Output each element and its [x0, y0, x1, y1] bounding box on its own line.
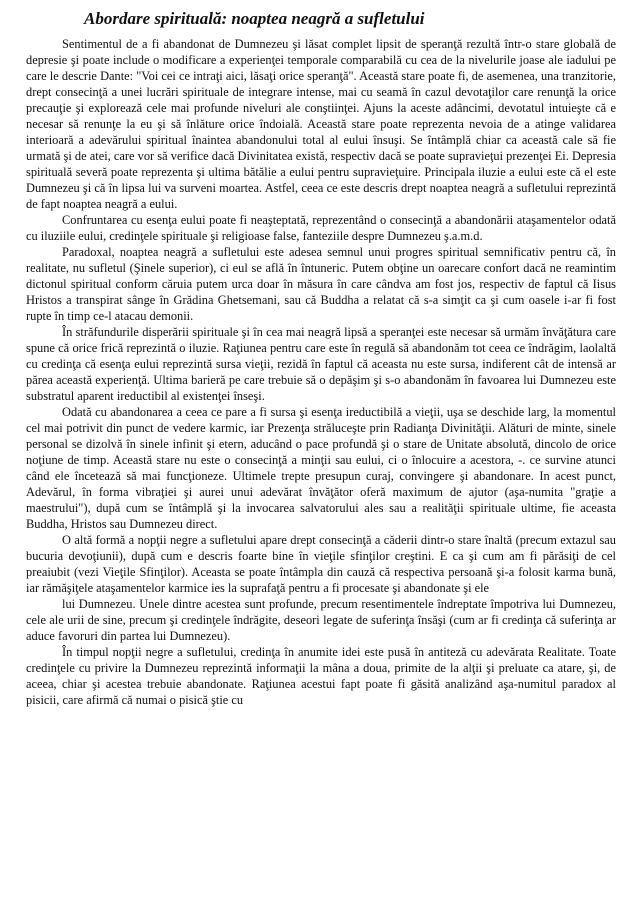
- paragraph-4: În străfundurile disperării spirituale şi în cea mai neagră lipsă a speranţei este necesar să urmăm învăţătura care spune că orice frică reprezintă o iluzie. Raţiunea pentru care este în regulă să abandonăm tot ceea ce îndrăgim, laolaltă cu credinţa că esenţa eului reprezintă sursa vieţii, rezidă în faptul că aceasta nu este sursa, indiferent cât de intensă ar părea această experienţă. Ultima barieră pe care trebuie să o depăşim şi s-o abandonăm în favoarea lui Dumnezeu este substratul aparent ireductibil al existenţei înseşi.: [26, 325, 616, 403]
- paragraph-6: O altă formă a nopţii negre a sufletului apare drept consecinţă a căderii dintr-o stare înaltă (precum extazul sau bucuria devoţiunii), după cum e descris foarte bine în vieţile sfinţilor creştini. E ca şi cum am fi părăsiţi de cel preaiubit (vezi Vieţile Sfinţilor). Aceasta se poate întâmpla din cauză că respectiva persoană şi-a folosit karma bună, iar rămăşiţele ataşamentelor karmice ies la suprafaţă pentru a fi procesate şi abandonate şi ele: [26, 533, 616, 595]
- paragraph-1: Sentimentul de a fi abandonat de Dumnezeu şi lăsat complet lipsit de speranţă rezultă într-o stare globală de depresie şi poate include o modificare a experienţei temporale comparabilă cu cea de la nivelurile joase ale iadului pe care le descrie Dante: "Voi cei ce intraţi aici, lăsaţi orice speranţă". Această stare poate fi, de asemenea, una tranzitorie, drept consecinţă a unei lucrări spirituale de integrare intense, mai cu seamă în cazul devotaţilor care renunţă la orice precauţie şi explorează cele mai profunde niveluri ale conştiinţei. Ajuns la aceste adâncimi, devotatul intuieşte că e necesar să renunţe la eu şi să înlăture orice îndoială. Această stare poate reprezenta nevoia de a atinge validarea interioară a adevărului spiritual înaintea abandonului total al eului însuşi. Se întâmplă chiar ca această cale să fie urmată şi de atei, care vor să verifice dacă Divinitatea există, respectiv dacă se poate supravieţui prezenţei Ei. Depresia spirituală severă poate reprezenta şi ultima bătălie a eului pentru supravieţuire. Principala iluzie a eului este că el este Dumnezeu şi că în lipsa lui va surveni moartea. Astfel, ceea ce este descris drept noaptea neagră a sufletului reprezintă de fapt noaptea neagră a eului.: [26, 37, 616, 211]
- page-title: Abordare spirituală: noaptea neagră a sufletului: [84, 9, 425, 28]
- paragraph-2: Confruntarea cu esenţa eului poate fi neaşteptată, reprezentând o consecinţă a abandonării ataşamentelor odată cu iluziile eului, credinţele spirituale şi religioase false, fanteziile despre Dumnezeu ş.a.m.d.: [26, 213, 616, 243]
- paragraph-3: Paradoxal, noaptea neagră a sufletului este adesea semnul unui progres spiritual semnificativ pentru că, în realitate, nu sufletul (Şinele superior), ci eul se află în întuneric. Putem obţine un oarecare confort dacă ne reamintim dictonul spiritual conform căruia putem urca doar în măsura în care cândva am fost jos, respectiv de faptul că Iisus Hristos a transpirat sânge în Grădina Ghetsemani, sau că Buddha a relatat că s-a simţit ca şi cum oasele i-ar fi fost rupte în timp ce-l atacau demonii.: [26, 245, 616, 323]
- paragraph-7: lui Dumnezeu. Unele dintre acestea sunt profunde, precum resentimentele îndreptate împotriva lui Dumnezeu, cele ale urii de sine, precum şi credinţele îndrăgite, deseori legate de suferinţa însăşi (cum ar fi credinţa că suferinţa ar aduce favoruri din partea lui Dumnezeu).: [26, 597, 616, 643]
- paragraph-5: Odată cu abandonarea a ceea ce pare a fi sursa şi esenţa ireductibilă a vieţii, uşa se deschide larg, la momentul cel mai potrivit din punct de vedere karmic, iar Prezenţa străluceşte prin Radianţa Divinităţii. Alături de minte, sinele personal se dizolvă în sinele infinit şi etern, aducând o pace profundă şi o stare de Unitate absolută, dincolo de orice noţiune de timp. Această stare nu este o consecinţă a minţii sau eului, ci o înlocuire a acestora, -. ce survine atunci când ele încetează să mai funcţioneze. Ultimele trepte presupun curaj, convingere şi abandonare. In acest punct, Adevărul, în forma vibraţiei şi aurei unui adevărat învăţător oferă maximum de ajutor (aşa-numita "graţie a maestrului"), după cum se întâmplă şi la invocarea salvatorului ales sau a realităţii spirituale ultime, fie aceasta Buddha, Hristos sau Dumnezeu direct.: [26, 405, 616, 531]
- paragraph-8: În timpul nopţii negre a sufletului, credinţa în anumite idei este pusă în antiteză cu adevărata Realitate. Toate credinţele cu privire la Dumnezeu reprezintă informaţii la mâna a doua, primite de la alţii şi preluate ca atare, şi, de aceea, chiar şi acestea trebuie abandonate. Raţiunea acestui fapt poate fi găsită analizând aşa-numitul paradox al pisicii, care afirmă că numai o pisică ştie cu: [26, 645, 616, 707]
